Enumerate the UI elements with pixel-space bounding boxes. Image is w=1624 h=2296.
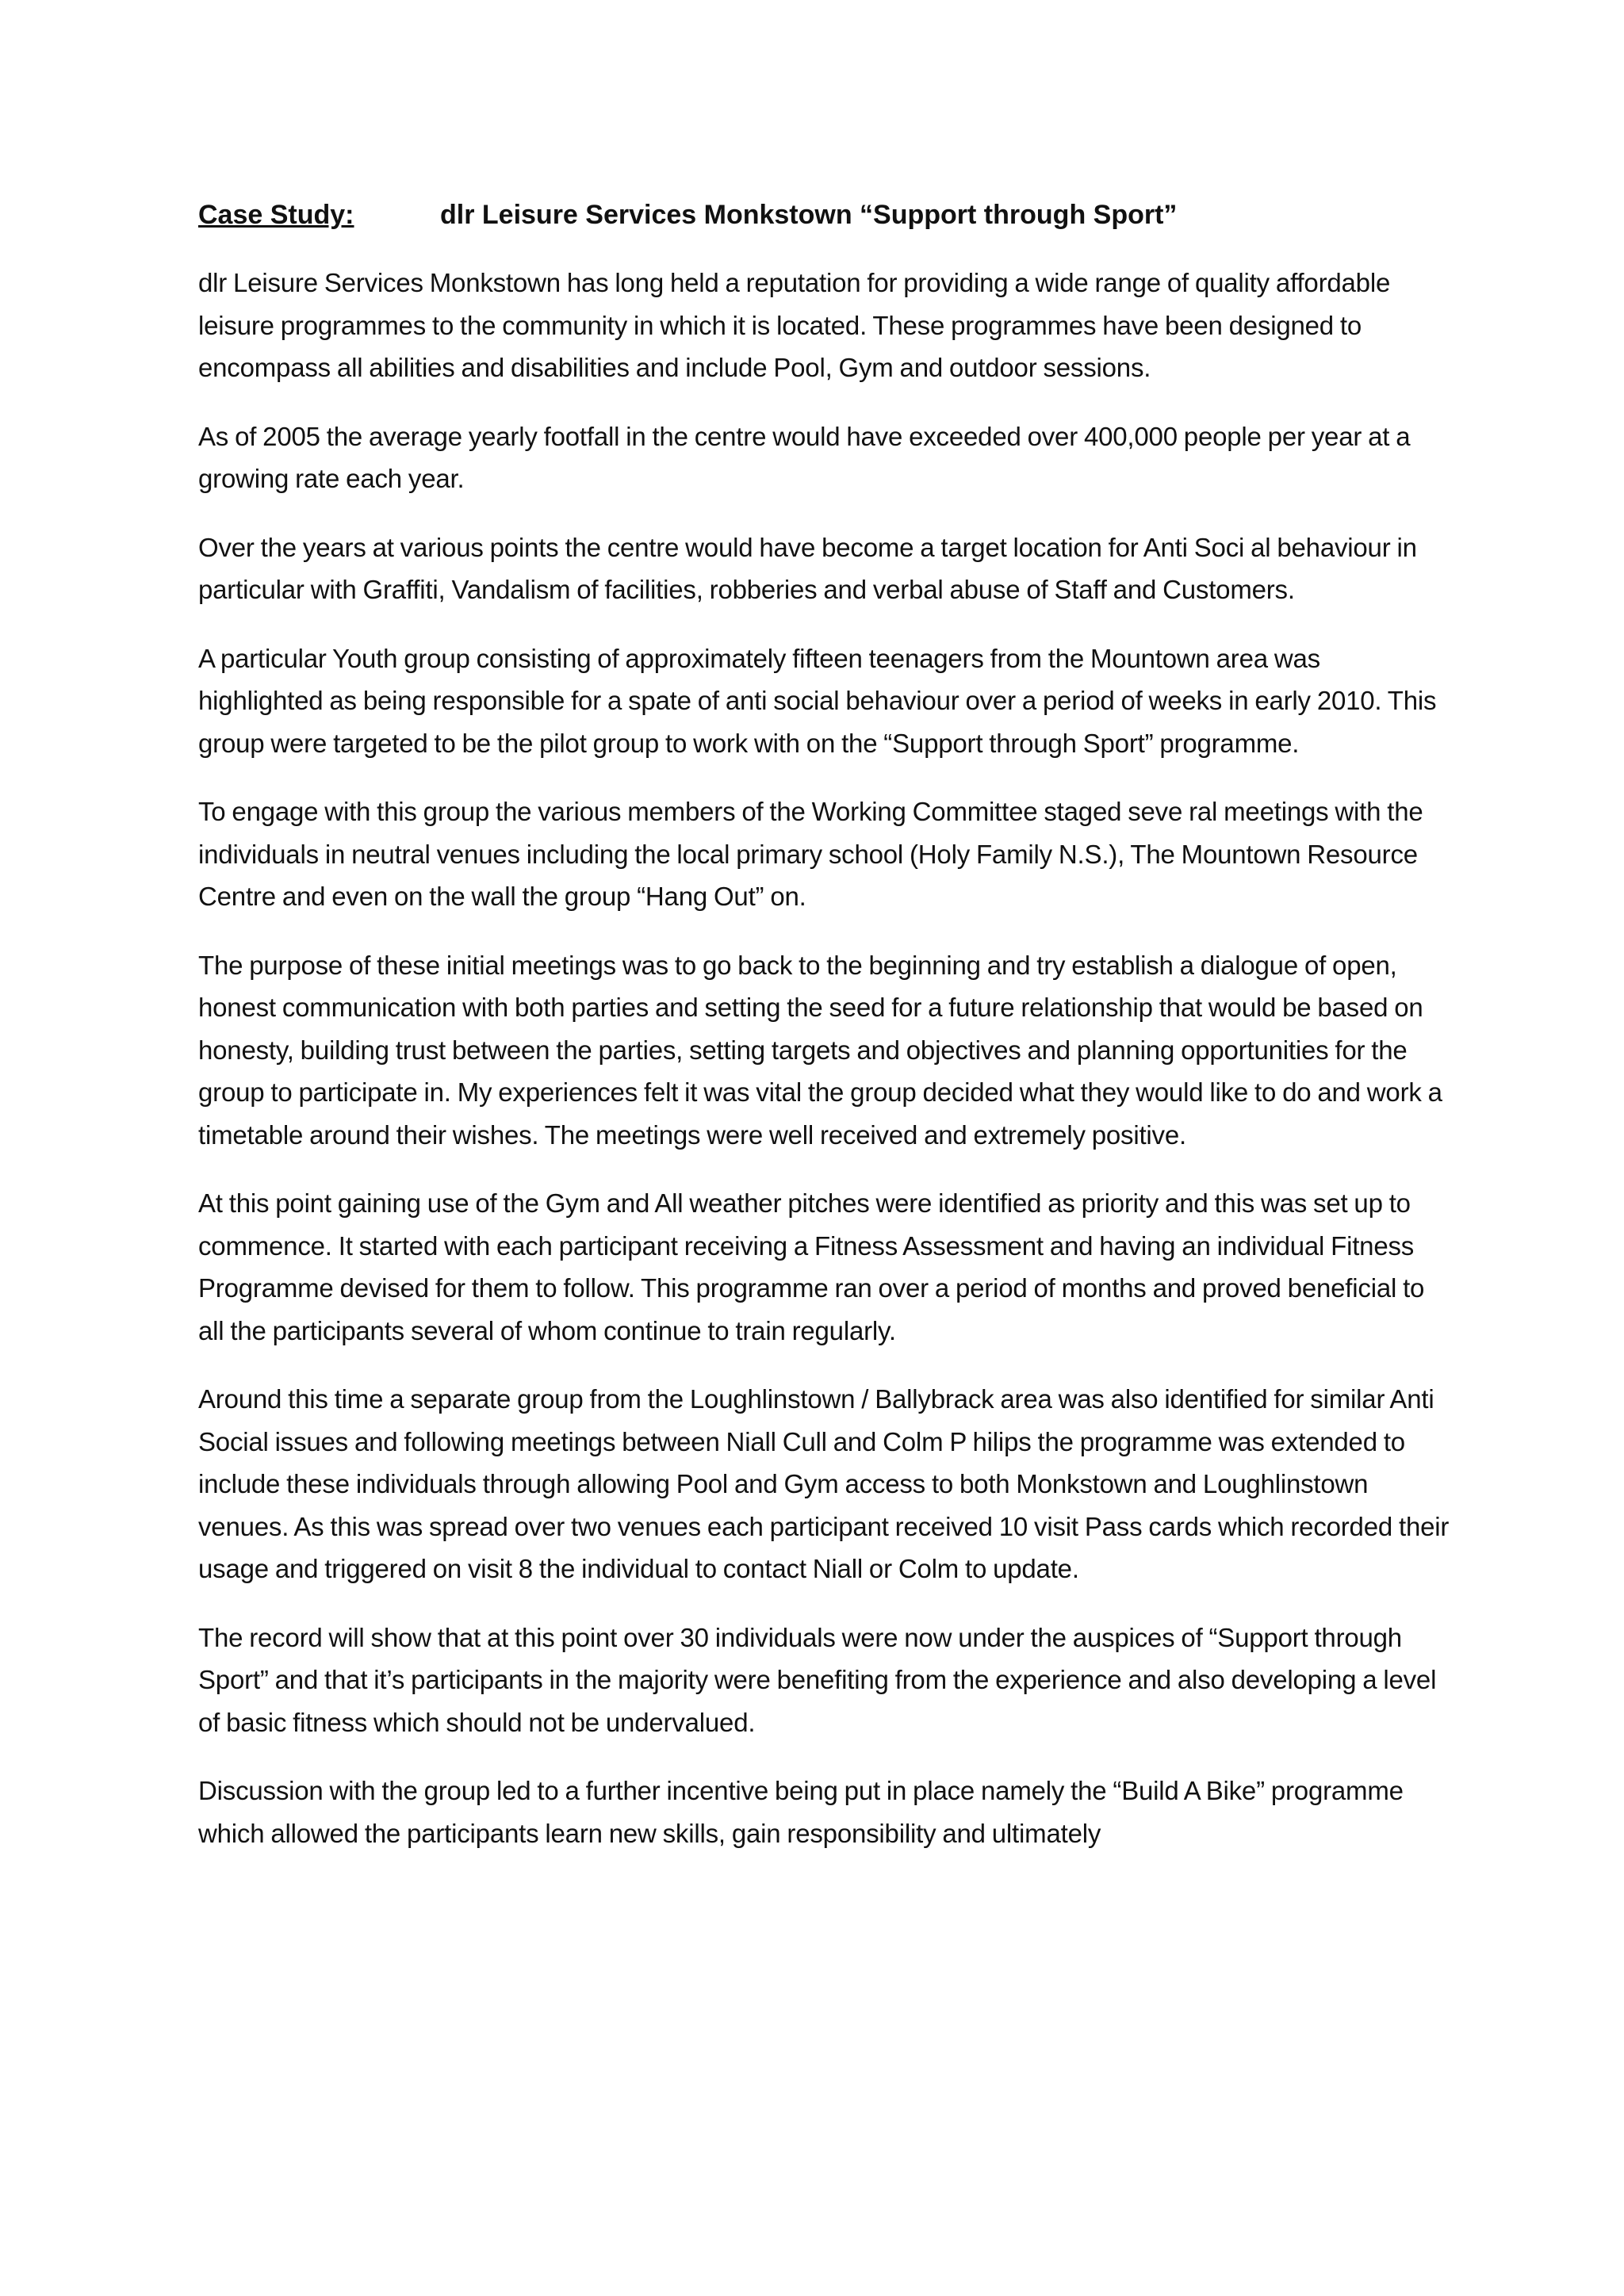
paragraph-build-a-bike: Discussion with the group led to a further incentive being put in place namely the “Build A Bike” programme which allowed the participants learn new skills, gain responsibility and ultimately	[198, 1776, 1404, 1848]
paragraph-engage: To engage with this group the various members of the Working Committee staged seve ral meetings with the individuals in neutral venues including the local primary school (Holy Family N.S.), The Mountown Resource Centre and even on the wall the group “Hang Out” on.	[198, 797, 1423, 911]
paragraph-youth-group: A particular Youth group consisting of approximately fifteen teenagers from the Mountown area was highlighted as being responsible for a spate of anti social behaviour over a period of weeks in early 2010. This group were targeted to be the pilot group to work with on the “Support through Sport” programme.	[198, 643, 1437, 758]
heading-title: dlr Leisure Services Monkstown “Support through Sport”	[440, 200, 1178, 230]
paragraph-intro: dlr Leisure Services Monkstown has long held a reputation for providing a wide range of quality affordable leisure programmes to the community in which it is located. These programmes have been designed to encompass all abilities and disabilities and include Pool, Gym and outdoor sessions.	[198, 268, 1391, 382]
case-study-heading	[198, 195, 1451, 235]
paragraph-purpose: The purpose of these initial meetings was to go back to the beginning and try establish a dialogue of open, honest communication with both parties and setting the seed for a future relationship that would be based on honesty, building trust between the parties, setting targets and objectives and planning opportunities for the group to participate in. My experiences felt it was vital the group decided what they would like to do and work a timetable around their wishes. The meetings were well received and extremely positive.	[198, 950, 1442, 1150]
document-page	[198, 195, 1451, 1881]
paragraph-record: The record will show that at this point over 30 individuals were now under the auspices of “Support through Sport” and that it’s participants in the majority were benefiting from the experience and also developing a level of basic fitness which should not be undervalued.	[198, 1622, 1437, 1737]
paragraph-gym: At this point gaining use of the Gym and All weather pitches were identified as priority and this was set up to commence. It started with each participant receiving a Fitness Assessment and having an individual Fitness Programme devised for them to follow. This programme ran over a period of months and proved beneficial to all the participants several of whom continue to train regularly.	[198, 1188, 1425, 1345]
heading-label: Case Study:	[198, 200, 354, 230]
paragraph-anti-social: Over the years at various points the centre would have become a target location for Anti Soci al behaviour in particular with Graffiti, Vandalism of facilities, robberies and verbal abuse of Staff and Customers.	[198, 532, 1417, 604]
paragraph-loughlinstown: Around this time a separate group from the Loughlinstown / Ballybrack area was also identified for similar Anti Social issues and following meetings between Niall Cull and Colm P hilips the programme was extended to include these individuals through allowing Pool and Gym access to both Monkstown and Loughlinstown venues. As this was spread over two venues each participant received 10 visit Pass cards which recorded their usage and triggered on visit 8 the individual to contact Niall or Colm to update.	[198, 1384, 1450, 1583]
paragraph-footfall: As of 2005 the average yearly footfall in the centre would have exceeded over 400,000 people per year at a growing rate each year.	[198, 421, 1411, 493]
